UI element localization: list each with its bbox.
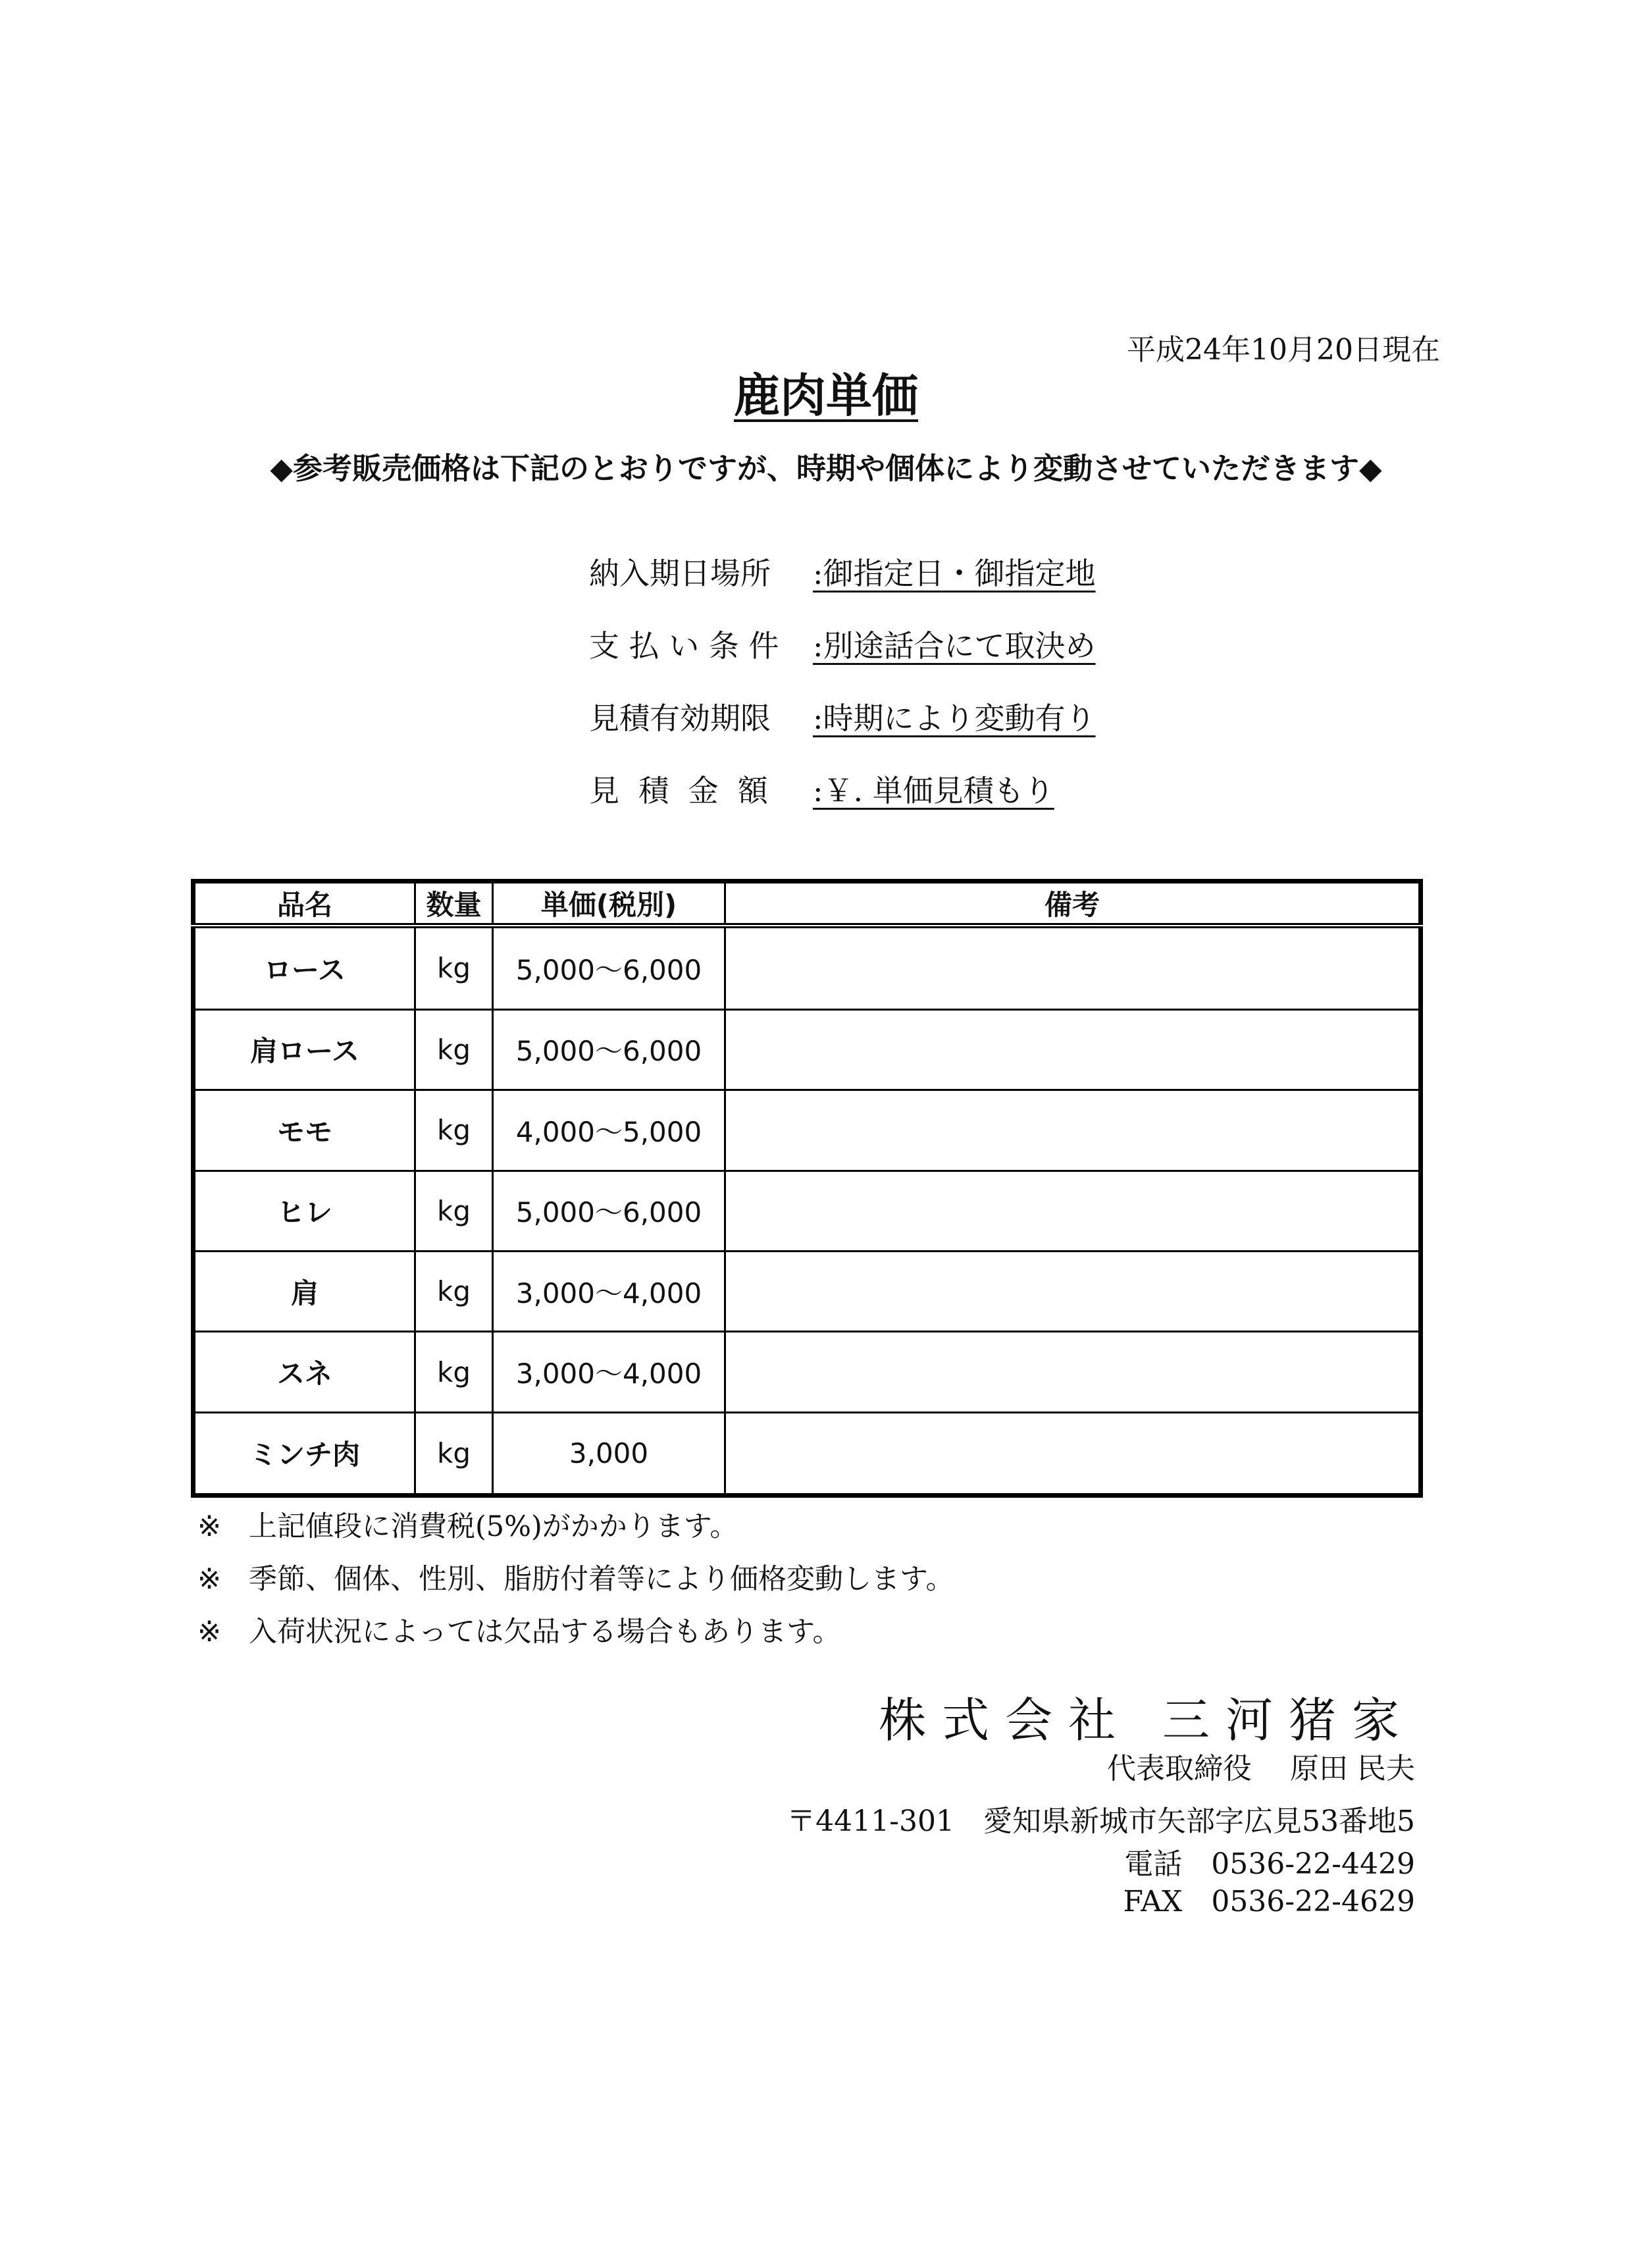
table-row <box>194 1009 1421 1090</box>
item-name: スネ <box>194 1332 415 1412</box>
item-price: 5,000〜6,000 <box>493 1009 725 1090</box>
item-price: 3,000〜4,000 <box>493 1251 725 1331</box>
item-remarks <box>725 1171 1421 1251</box>
item-remarks <box>725 1332 1421 1412</box>
item-remarks <box>725 1009 1421 1090</box>
header-quantity: 数量 <box>415 882 493 926</box>
table-row <box>194 1412 1421 1495</box>
item-unit: kg <box>415 1009 493 1090</box>
item-unit: kg <box>415 1171 493 1251</box>
note-price-change <box>197 1557 954 1597</box>
term-payment <box>589 622 1096 666</box>
note-mark: ※ <box>197 1616 222 1648</box>
table-row <box>194 926 1421 1009</box>
term-value: :￥. 単価見積もり <box>813 773 1054 808</box>
item-name: 肩 <box>194 1251 415 1331</box>
item-name: 肩ロース <box>194 1009 415 1090</box>
item-unit: kg <box>415 1090 493 1171</box>
note-text: 上記値段に消費税(5%)がかかります。 <box>249 1510 738 1543</box>
term-amount <box>589 767 1054 810</box>
term-label: 納入期日場所 <box>589 556 771 591</box>
header-item-name: 品名 <box>194 882 415 926</box>
price-table <box>191 879 1423 1498</box>
company-representative: 代表取締役 原田 民夫 <box>1107 1752 1415 1785</box>
item-price: 3,000〜4,000 <box>493 1332 725 1412</box>
term-validity <box>589 695 1096 738</box>
item-unit: kg <box>415 1251 493 1331</box>
note-tax <box>197 1504 738 1544</box>
item-remarks <box>725 926 1421 1009</box>
item-price: 4,000〜5,000 <box>493 1090 725 1171</box>
table-row <box>194 1332 1421 1412</box>
term-label: 見積有効期限 <box>589 700 771 736</box>
table-row <box>194 1171 1421 1251</box>
item-name: モモ <box>194 1090 415 1171</box>
note-mark: ※ <box>197 1563 222 1596</box>
term-value: :別途話合にて取決め <box>813 628 1096 664</box>
item-remarks <box>725 1090 1421 1171</box>
company-phone: 電話 0536-22-4429 <box>1124 1847 1415 1881</box>
item-name: ミンチ肉 <box>194 1412 415 1495</box>
note-mark: ※ <box>197 1510 222 1543</box>
term-value: :御指定日・御指定地 <box>813 556 1096 591</box>
item-name: ヒレ <box>194 1171 415 1251</box>
table-header-row <box>194 882 1421 926</box>
price-notice: ◆参考販売価格は下記のとおりですが、時期や個体により変動させていただきます◆ <box>270 451 1382 486</box>
item-unit: kg <box>415 926 493 1009</box>
item-price: 3,000 <box>493 1412 725 1495</box>
note-text: 季節、個体、性別、脂肪付着等により価格変動します。 <box>249 1563 954 1596</box>
item-remarks <box>725 1412 1421 1495</box>
term-label: 支 払 い 条 件 <box>589 628 779 664</box>
item-unit: kg <box>415 1412 493 1495</box>
term-delivery <box>589 550 1096 593</box>
item-unit: kg <box>415 1332 493 1412</box>
document-title-text: 鹿肉単価 <box>734 369 918 423</box>
note-text: 入荷状況によっては欠品する場合もあります。 <box>249 1616 841 1648</box>
note-stock <box>197 1610 841 1650</box>
document-date: 平成24年10月20日現在 <box>1127 333 1440 367</box>
header-remarks: 備考 <box>725 882 1421 926</box>
item-price: 5,000〜6,000 <box>493 926 725 1009</box>
term-value: :時期により変動有り <box>813 700 1096 736</box>
item-remarks <box>725 1251 1421 1331</box>
item-name: ロース <box>194 926 415 1009</box>
header-unit-price: 単価(税別) <box>493 882 725 926</box>
term-label: 見 積 金 額 <box>589 773 768 808</box>
table-row <box>194 1090 1421 1171</box>
company-fax: FAX 0536-22-4629 <box>1123 1885 1415 1918</box>
table-row <box>194 1251 1421 1331</box>
company-name: 株式会社 三河猪家 <box>879 1693 1415 1748</box>
document-title <box>0 359 1652 425</box>
company-address: 〒4411-301 愛知県新城市矢部字広見53番地5 <box>787 1805 1415 1838</box>
item-price: 5,000〜6,000 <box>493 1171 725 1251</box>
